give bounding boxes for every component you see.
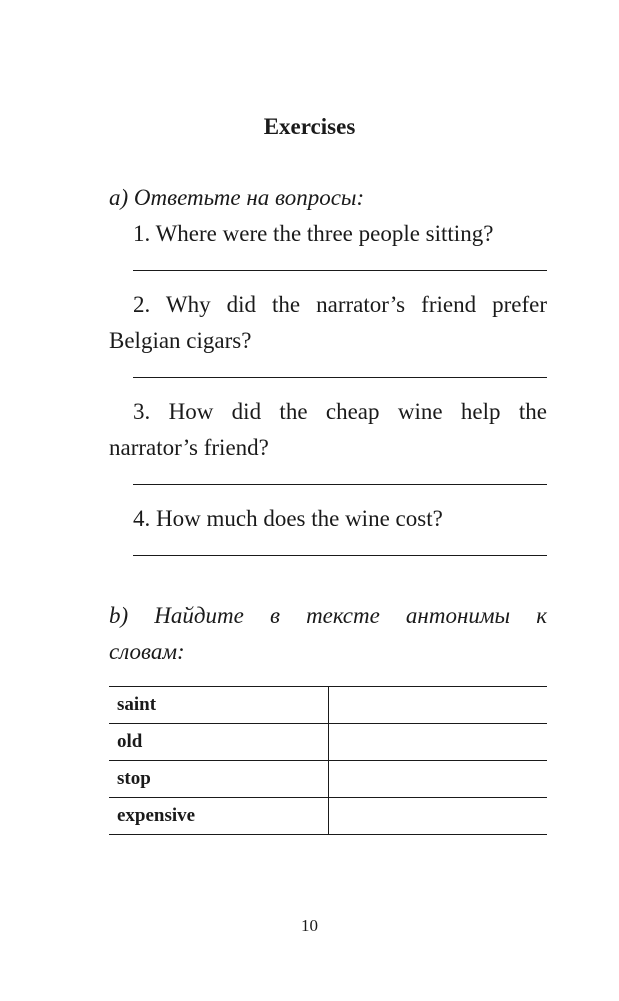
answer-line-2 [133,377,547,378]
answer-cell [328,761,547,798]
table-row [109,724,547,761]
exercises-content [109,180,547,835]
word-cell: stop [109,761,328,798]
question-3: 3. How did the cheap wine help the narrator’s friend? [109,399,547,460]
answer-cell [328,687,547,724]
section-b-heading: b) Найдите в тексте антонимы к словам: [109,603,547,664]
table-row [109,687,547,724]
answer-cell [328,724,547,761]
page-number: 10 [301,916,318,935]
question-2: 2. Why did the narrator’s friend prefer Belgian cigars? [109,292,547,353]
word-cell: old [109,724,328,761]
answer-line-1 [133,270,547,271]
word-cell: expensive [109,798,328,835]
page-title: Exercises [263,114,356,139]
section-a-heading: a) Ответьте на вопросы: [109,185,365,210]
question-4: 4. How much does the wine cost? [133,506,443,531]
answer-line-4 [133,555,547,556]
answer-line-3 [133,484,547,485]
answer-cell [328,798,547,835]
question-1: 1. Where were the three people sitting? [133,221,494,246]
table-row [109,761,547,798]
antonyms-table [109,686,547,835]
word-cell: saint [109,687,328,724]
table-row [109,798,547,835]
